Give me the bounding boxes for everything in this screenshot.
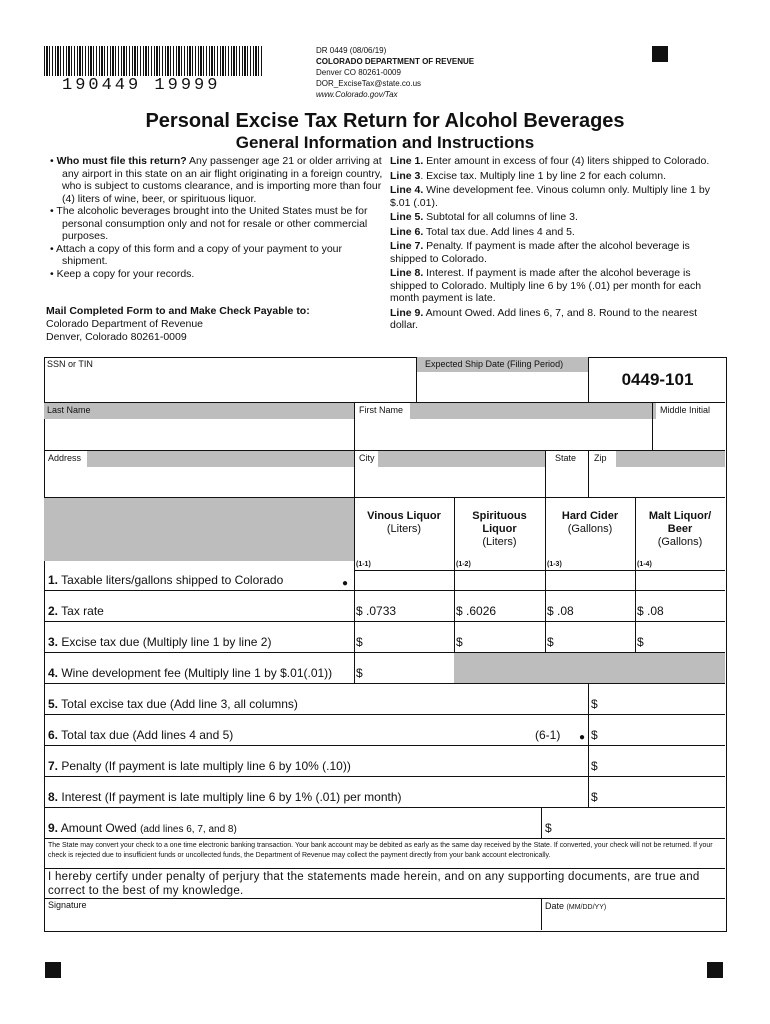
check-notice: The State may convert your check to a one time electronic banking transaction. Your bank account may be debited as early as the same day received by the State. If converted, your check will not be returned. If your check is rejected due to insufficient funds or uncollected funds, the Department of Revenue may collect the payment directly from your bank account electronically. (48, 842, 713, 859)
zip-input[interactable] (590, 468, 724, 496)
mail-line1: Colorado Department of Revenue (46, 318, 204, 330)
column-header-malt: Malt Liquor/ Beer (Gallons) (648, 510, 712, 548)
shade (87, 450, 354, 467)
date-label: Date (MM/DD/YY) (545, 901, 607, 911)
page-title: Personal Excise Tax Return for Alcohol Beverages (145, 110, 625, 132)
line-instruction: Line 4. Wine development fee. Vinous column only. Multiply line 1 by $.01 (.01). (390, 184, 711, 209)
line-instruction: Line 1. Enter amount in excess of four (4) liters shipped to Colorado. (390, 155, 710, 167)
column-header-cider: Hard Cider (Gallons) (561, 510, 619, 535)
line-instruction: Line 8. Interest. If payment is made after the alcohol beverage is shipped to Colorado. Multiply line 6 by 1% (.01) per month for each month payment is late. (390, 267, 702, 304)
line-instruction: Line 9. Amount Owed. Add lines 6, 7, and 8. Round to the nearest dollar. (390, 306, 698, 331)
vinous-qty-input[interactable] (356, 571, 452, 589)
city-input[interactable] (356, 468, 544, 496)
date-field[interactable] (543, 912, 724, 929)
interest-input[interactable]: $ (591, 790, 598, 804)
row-8-label: 8. Interest (If payment is late multiply line 6 by 1% (.01) per month) (48, 790, 402, 804)
row-6-code: (6-1) (535, 728, 561, 742)
first-name-input[interactable] (356, 420, 650, 449)
row-9-label: 9. Amount Owed (add lines 6, 7, and 8) (48, 821, 237, 835)
state-input[interactable] (547, 468, 587, 496)
barcode-number: 190449 19999 (62, 76, 221, 95)
mail-heading: Mail Completed Form to and Make Check Payable to: (46, 305, 310, 317)
mail-line2: Denver, Colorado 80261-0009 (46, 331, 187, 343)
row-2-label: 2. Tax rate (48, 604, 104, 618)
column-header-spirituous: Spirituous Liquor (Liters) (472, 510, 527, 548)
dept-web: www.Colorado.gov/Tax (316, 90, 398, 99)
signature-field[interactable] (46, 912, 539, 929)
cider-qty-input[interactable] (547, 571, 633, 589)
middle-initial-label: Middle Initial (660, 405, 711, 415)
column-header-vinous: Vinous Liquor (Liters) (367, 510, 441, 535)
barcode (44, 46, 264, 76)
zip-label: Zip (594, 453, 607, 463)
row-1-label: 1. Taxable liters/gallons shipped to Colorado (48, 573, 284, 587)
rate-cider: $ .08 (547, 604, 574, 618)
last-name-input[interactable] (46, 420, 352, 449)
signature-label: Signature (48, 900, 87, 910)
malt-qty-input[interactable] (637, 571, 723, 589)
dept-email: DOR_ExciseTax@state.co.us (316, 79, 422, 88)
line-instructions (390, 155, 727, 334)
line-instruction: Line 3. Excise tax. Multiply line 1 by line 2 for each column. (390, 169, 667, 182)
row-7-label: 7. Penalty (If payment is late multiply line 6 by 10% (.10)) (48, 759, 351, 773)
total-tax-input[interactable]: $ (591, 728, 598, 742)
rate-malt: $ .08 (637, 604, 664, 618)
left-instructions (50, 155, 383, 280)
ssn-label: SSN or TIN (47, 359, 93, 369)
rate-spirituous: $ .6026 (456, 604, 497, 618)
shade (378, 450, 545, 467)
excise-malt-input[interactable]: $ (637, 635, 644, 649)
column-code: (1-3) (547, 561, 562, 568)
amount-owed-input[interactable]: $ (545, 821, 552, 835)
mail-to (46, 305, 310, 344)
line-instruction: Line 7. Penalty. If payment is made after the alcohol beverage is shipped to Colorado. (390, 240, 690, 265)
line-instruction: Line 5. Subtotal for all columns of line 3. (390, 211, 578, 223)
excise-spirituous-input[interactable]: $ (456, 635, 463, 649)
registration-mark (45, 962, 61, 978)
middle-initial-input[interactable] (654, 420, 724, 449)
ship-date-input[interactable] (418, 373, 586, 401)
last-name-label: Last Name (47, 405, 91, 415)
instruction-item: • Who must file this return? Any passenger age 21 or older arriving at any airport in this state on an air flight originating in a foreign country, who is subject to customs clearance, and is importing more than four (4) liters of wine, beer, or spirituous liquor. (50, 155, 383, 205)
excise-vinous-input[interactable]: $ (356, 635, 363, 649)
state-label: State (555, 453, 577, 463)
dept-city: Denver CO 80261-0009 (316, 68, 401, 77)
ssn-input[interactable] (46, 373, 414, 401)
city-label: City (359, 453, 375, 463)
row-4-label: 4. Wine development fee (Multiply line 1 by $.01(.01)) (48, 666, 333, 680)
address-input[interactable] (46, 468, 352, 496)
penalty-input[interactable]: $ (591, 759, 598, 773)
total-excise-input[interactable]: $ (591, 697, 598, 711)
address-label: Address (48, 453, 82, 463)
column-code: (1-2) (456, 561, 471, 568)
header-info (316, 45, 474, 100)
first-name-label: First Name (359, 405, 404, 415)
shade (616, 450, 725, 467)
ship-date-label: Expected Ship Date (Filing Period) (425, 359, 564, 369)
instruction-item: • Keep a copy for your records. (50, 267, 195, 280)
row-6-label: 6. Total tax due (Add lines 4 and 5) (48, 728, 234, 742)
department: COLORADO DEPARTMENT OF REVENUE (316, 57, 475, 66)
rate-vinous: $ .0733 (356, 604, 397, 618)
row-5-label: 5. Total excise tax due (Add line 3, all columns) (48, 697, 298, 711)
registration-mark (707, 962, 723, 978)
spirituous-qty-input[interactable] (456, 571, 543, 589)
certification: I hereby certify under penalty of perjury that the statements made herein, and on any supporting documents, are true and correct to the best of my knowledge. (48, 871, 700, 897)
bullet-icon: ● (579, 732, 586, 743)
bullet-icon: ● (342, 578, 349, 589)
wine-fee-input[interactable]: $ (356, 666, 363, 680)
instruction-item: • The alcoholic beverages brought into the United States must be for personal consumption only and not for resale or other commercial purposes. (50, 205, 368, 242)
row-3-label: 3. Excise tax due (Multiply line 1 by line 2) (48, 635, 272, 649)
shade (454, 652, 725, 683)
shade (410, 402, 656, 419)
excise-cider-input[interactable]: $ (547, 635, 554, 649)
shade (44, 497, 354, 561)
instruction-item: • Attach a copy of this form and a copy of your payment to your shipment. (50, 242, 342, 267)
page-subtitle: General Information and Instructions (235, 133, 535, 152)
column-code: (1-4) (637, 561, 652, 568)
form-id: DR 0449 (08/06/19) (316, 46, 387, 55)
line-instruction: Line 6. Total tax due. Add lines 4 and 5. (390, 225, 575, 238)
registration-mark (652, 46, 668, 62)
column-code: (1-1) (356, 561, 371, 568)
form-number: 0449-101 (621, 370, 694, 389)
